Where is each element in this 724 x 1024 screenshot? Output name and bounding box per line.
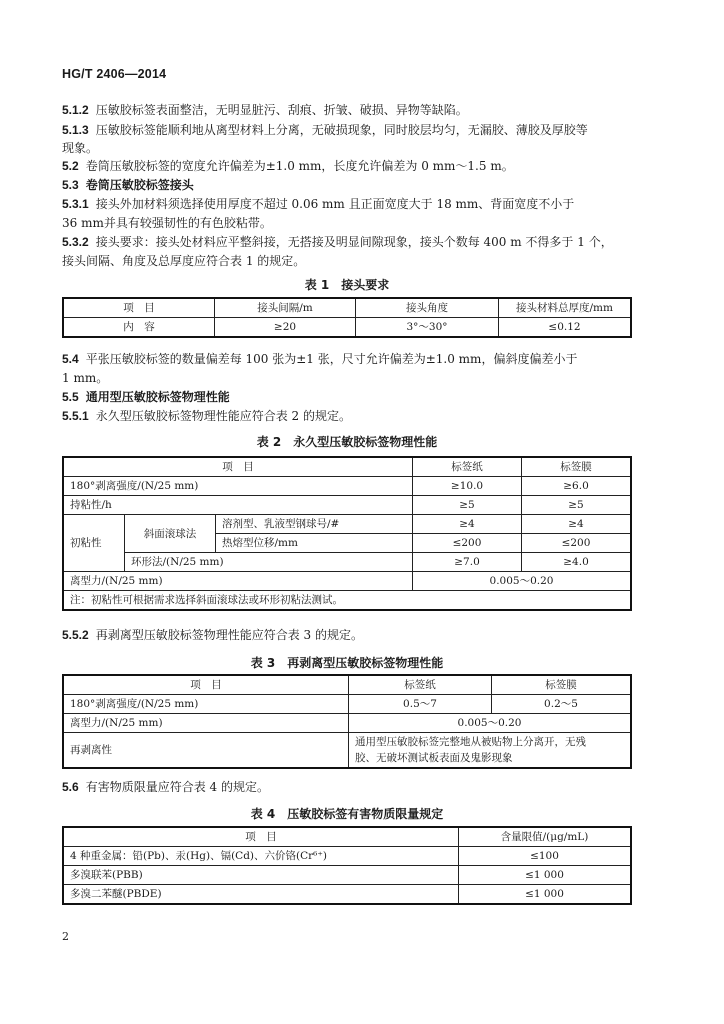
table2-cell: ≥4	[522, 515, 632, 534]
clause-5-1-3: 5.1.3 压敏胶标签能顺利地从离型材料上分离，无破损现象，同时胶层均匀，无漏胶、薄胶及厚胶等	[62, 123, 588, 137]
table2-cell: 环形法/(N/25 mm)	[125, 553, 413, 572]
table4-cell: ≤100	[459, 847, 632, 866]
clause-5-4: 5.4 平张压敏胶标签的数量偏差每 100 张为±1 张，尺寸允许偏差为±1.0 mm，偏斜度偏差小于	[62, 352, 578, 366]
table3-cell: 离型力/(N/25 mm)	[63, 714, 349, 733]
table3-cell: 再剥离性	[63, 733, 349, 769]
table2-cell: 持粘性/h	[63, 496, 413, 515]
table1-header-interval: 接头间隔/m	[215, 298, 356, 318]
clause-5-3: 5.3 卷筒压敏胶标签接头	[62, 178, 194, 192]
clause-5-3-2: 5.3.2 接头要求：接头处材料应平整斜接，无搭接及明显间隙现象，接头个数每 400 m 不得多于 1 个，	[62, 235, 613, 249]
table2-cell: 初粘性	[63, 515, 125, 572]
table2-cell: ≥7.0	[413, 553, 522, 572]
table3-cell: 0.2～5	[492, 695, 632, 714]
table1	[62, 297, 632, 338]
table4-header-item: 项 目	[63, 827, 459, 847]
table4-caption: 表 4 压敏胶标签有害物质限量规定	[250, 807, 444, 821]
table3-header-paper: 标签纸	[349, 675, 492, 695]
table2-cell: 热熔型位移/mm	[216, 534, 413, 553]
table3-caption: 表 3 再剥离型压敏胶标签物理性能	[250, 656, 444, 670]
table2-caption: 表 2 永久型压敏胶标签物理性能	[256, 435, 438, 449]
table1-cell: ≤0.12	[499, 318, 632, 338]
table2-header-paper: 标签纸	[413, 457, 522, 477]
table1-header-thickness: 接头材料总厚度/mm	[499, 298, 632, 318]
table2-cell: 溶剂型、乳液型钢球号/#	[216, 515, 413, 534]
table3-header-film: 标签膜	[492, 675, 632, 695]
table4-cell: ≤1 000	[459, 885, 632, 905]
table2-cell: 0.005～0.20	[413, 572, 632, 591]
table3-cell: 0.5～7	[349, 695, 492, 714]
table2-cell: 离型力/(N/25 mm)	[63, 572, 413, 591]
table3-header-item: 项 目	[63, 675, 349, 695]
table4-cell: ≤1 000	[459, 866, 632, 885]
clause-5-5-2: 5.5.2 再剥离型压敏胶标签物理性能应符合表 3 的规定。	[62, 628, 363, 642]
clause-5-3-1-cont: 36 mm并具有较强韧性的有色胶粘带。	[62, 216, 272, 230]
table2-cell: ≥5	[522, 496, 632, 515]
standard-header: HG/T 2406—2014	[62, 67, 167, 81]
table4-cell: 4 种重金属：铅(Pb)、汞(Hg)、镉(Cd)、六价铬(Cr⁶⁺)	[63, 847, 459, 866]
clause-5-6: 5.6 有害物质限量应符合表 4 的规定。	[62, 780, 269, 794]
table2-cell: 180°剥离强度/(N/25 mm)	[63, 477, 413, 496]
table2-cell: ≥6.0	[522, 477, 632, 496]
table3-cell: 180°剥离强度/(N/25 mm)	[63, 695, 349, 714]
table2-cell: ≥5	[413, 496, 522, 515]
clause-5-2: 5.2 卷筒压敏胶标签的宽度允许偏差为±1.0 mm，长度允许偏差为 0 mm～1.5 m。	[62, 159, 514, 173]
page-number: 2	[62, 930, 69, 943]
table2-header-film: 标签膜	[522, 457, 632, 477]
table3	[62, 674, 632, 769]
table2	[62, 456, 632, 611]
table4-header-limit: 含量限值/(μg/mL)	[459, 827, 632, 847]
table2-header-item: 项 目	[63, 457, 413, 477]
table4	[62, 826, 632, 905]
table2-cell: ≤200	[413, 534, 522, 553]
clause-5-5: 5.5 通用型压敏胶标签物理性能	[62, 390, 230, 404]
table1-cell: 内 容	[63, 318, 215, 338]
table1-header-item: 项 目	[63, 298, 215, 318]
table4-cell: 多溴联苯(PBB)	[63, 866, 459, 885]
clause-5-5-1: 5.5.1 永久型压敏胶标签物理性能应符合表 2 的规定。	[62, 409, 351, 423]
clause-5-3-2-cont: 接头间隔、角度及总厚度应符合表 1 的规定。	[62, 254, 306, 268]
table1-cell: ≥20	[215, 318, 356, 338]
clause-5-4-cont: 1 mm。	[62, 371, 109, 385]
table3-rerelease-value: 通用型压敏胶标签完整地从被贴物上分离开，无残 胶、无破坏测试板表面及鬼影现象	[349, 733, 632, 769]
clause-5-1-3-cont: 现象。	[62, 141, 99, 155]
table2-cell: ≥4.0	[522, 553, 632, 572]
table2-note: 注：初粘性可根据需求选择斜面滚球法或环形初粘法测试。	[63, 591, 631, 611]
clause-5-3-1: 5.3.1 接头外加材料须选择使用厚度不超过 0.06 mm 且正面宽度大于 18 mm、背面宽度不小于	[62, 197, 575, 211]
clause-5-1-2: 5.1.2 压敏胶标签表面整洁，无明显脏污、刮痕、折皱、破损、异物等缺陷。	[62, 103, 468, 117]
table2-cell: 斜面滚球法	[125, 515, 216, 553]
table2-cell: ≤200	[522, 534, 632, 553]
table1-cell: 3°～30°	[356, 318, 499, 338]
table1-caption: 表 1 接头要求	[304, 278, 390, 292]
table2-cell: ≥10.0	[413, 477, 522, 496]
table3-cell: 0.005～0.20	[349, 714, 632, 733]
table2-cell: ≥4	[413, 515, 522, 534]
table1-header-angle: 接头角度	[356, 298, 499, 318]
table4-cell: 多溴二苯醚(PBDE)	[63, 885, 459, 905]
